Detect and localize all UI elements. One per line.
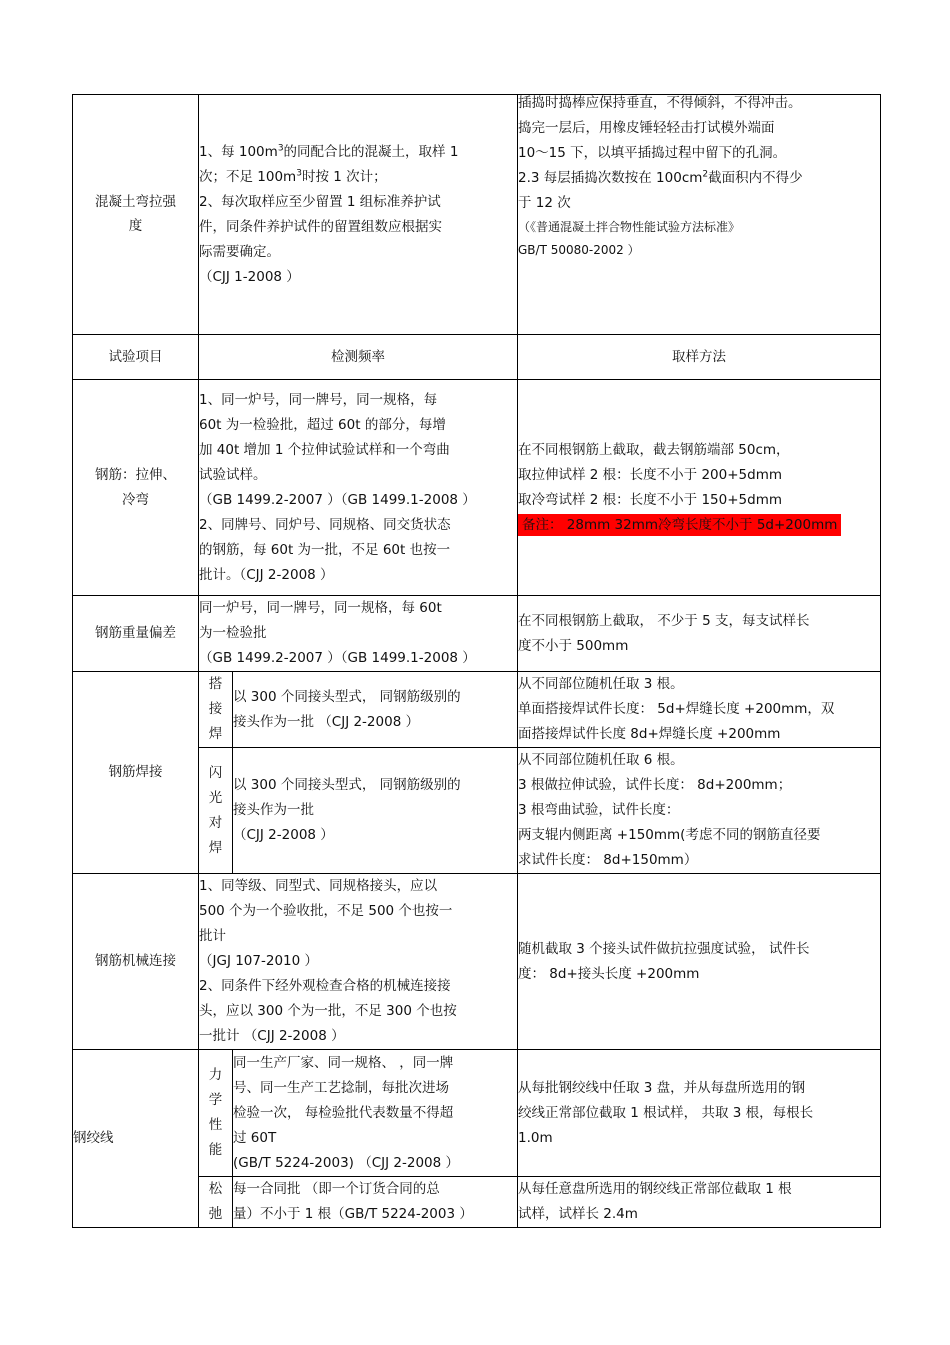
text-line: 60t 为一检验批，超过 60t 的部分，每增 xyxy=(199,416,446,433)
text-line: 头，应以 300 个为一批，不足 300 个也按 xyxy=(199,1003,457,1019)
text-line: 松 xyxy=(208,1181,223,1197)
text-line: 加 40t 增加 1 个拉伸试验试样和一个弯曲 xyxy=(199,441,450,458)
table-header xyxy=(73,335,881,380)
sub-item-cell xyxy=(199,1050,233,1177)
text-line xyxy=(518,116,880,141)
freq-cell xyxy=(199,596,518,672)
text-line: 以 300 个同接头型式， 同钢筋级别的 xyxy=(233,688,461,705)
text-segment: 10～15 下，以填平插捣过程中留下的孔洞。 xyxy=(518,145,787,161)
table-row-rebar-tensile xyxy=(73,380,881,596)
item-cell xyxy=(73,596,199,672)
text-line: (GB/T 5224-2003) （CJJ 2-2008 ） xyxy=(233,1154,460,1171)
text-line xyxy=(199,190,517,215)
text-line: 光 xyxy=(208,789,223,806)
freq-cell xyxy=(233,748,518,874)
text-line xyxy=(199,140,517,165)
text-line: 批计。（CJJ 2-2008 ） xyxy=(199,566,334,583)
text-line: 力 xyxy=(208,1067,223,1083)
reference-line: （《普通混凝土拌合物性能试验方法标准》 xyxy=(518,220,741,234)
text-line: 取冷弯试样 2 根：长度不小于 150+5dmm xyxy=(518,491,783,508)
text-line: 检验一次， 每检验批代表数量不得超 xyxy=(233,1104,454,1121)
text-line: 学 xyxy=(208,1092,223,1108)
test-table xyxy=(72,94,881,1228)
method-cell xyxy=(518,596,881,672)
text-segment: 于 12 次 xyxy=(518,195,571,211)
text-line: 批计 xyxy=(199,928,226,944)
text-line: 在不同根钢筋上截取， 不少于 5 支，每支试样长 xyxy=(518,612,810,629)
text-line xyxy=(199,265,517,290)
item-label: 钢筋机械连接 xyxy=(95,953,176,969)
text-line: 试验试样。 xyxy=(199,466,267,483)
text-line: 闪 xyxy=(208,764,223,781)
table-row-concrete xyxy=(73,95,881,335)
text-line: 从每批钢绞线中任取 3 盘，并从每盘所选用的钢 xyxy=(518,1079,806,1096)
text-line: 弛 xyxy=(208,1206,223,1222)
text-line: 同一炉号，同一牌号，同一规格，每 60t xyxy=(199,600,442,616)
text-segment: 插捣时捣棒应保持垂直，不得倾斜，不得冲击。 xyxy=(518,95,802,111)
text-line: （CJJ 2-2008 ） xyxy=(233,827,334,843)
table-row-rebar-mech xyxy=(73,874,881,1050)
text-line: 绞线正常部位截取 1 根试样， 共取 3 根，每根长 xyxy=(518,1104,814,1121)
method-cell xyxy=(518,1177,881,1228)
text-line: 试样，试样长 2.4m xyxy=(518,1206,638,1222)
item-cell xyxy=(73,672,199,874)
text-segment: 时按 1 次计； xyxy=(301,168,387,185)
item-label: 钢筋焊接 xyxy=(108,764,163,780)
text-line: 以 300 个同接头型式， 同钢筋级别的 xyxy=(233,777,461,793)
text-line xyxy=(518,91,880,116)
reference-line: GB/T 50080-2002 ） xyxy=(518,243,640,257)
text-line: 在不同根钢筋上截取，截去钢筋端部 50cm， xyxy=(518,441,790,458)
text-line: 随机截取 3 个接头试件做抗拉强度试验， 试件长 xyxy=(518,940,810,957)
text-line: 3 根做拉伸试验，试件长度： 8d+200mm； xyxy=(518,777,792,793)
text-line: 一批计 （CJJ 2-2008 ） xyxy=(199,1028,345,1044)
text-line: 2、同条件下经外观检查合格的机械连接接 xyxy=(199,978,451,994)
method-cell xyxy=(518,874,881,1050)
text-segment: 1、每 100m xyxy=(199,143,278,160)
sub-item-cell xyxy=(199,1177,233,1228)
text-line: 3 根弯曲试验，试件长度： xyxy=(518,802,680,818)
text-segment: 2、每次取样应至少留置 1 组标准养护试 xyxy=(199,193,441,210)
text-line xyxy=(518,141,880,166)
text-line: 性 xyxy=(208,1117,223,1133)
freq-cell xyxy=(233,672,518,748)
text-line: 量）不小于 1 根（GB/T 5224-2003 ） xyxy=(233,1206,473,1222)
freq-cell xyxy=(233,1050,518,1177)
item-label: 钢筋：拉伸、 xyxy=(95,466,176,483)
text-line: 焊 xyxy=(208,839,223,856)
text-line: 取拉伸试样 2 根：长度不小于 200+5dmm xyxy=(518,466,783,483)
freq-cell xyxy=(199,874,518,1050)
text-line: 对 xyxy=(208,814,223,831)
text-segment: 捣完一层后，用橡皮锤轻轻击打试模外端面 xyxy=(518,120,775,136)
text-line: 单面搭接焊试件长度： 5d+焊缝长度 +200mm，双 xyxy=(518,701,835,717)
text-line: 从不同部位随机任取 6 根。 xyxy=(518,752,684,768)
item-label: 冷弯 xyxy=(122,491,149,508)
table-row-rebar-weight xyxy=(73,596,881,672)
freq-cell xyxy=(199,380,518,596)
text-line: 接 xyxy=(208,701,223,717)
method-cell xyxy=(518,1050,881,1177)
text-line: 同一生产厂家、同一规格、 ，同一牌 xyxy=(233,1054,454,1071)
text-line: 为一检验批 xyxy=(199,625,267,641)
text-line: 从不同部位随机任取 3 根。 xyxy=(518,676,684,692)
freq-cell xyxy=(233,1177,518,1228)
text-segment: 2.3 每层插捣次数按在 100cm xyxy=(518,170,703,186)
superscript: 3 xyxy=(277,143,284,153)
note-highlight: 备注： 28mm 32mm冷弯长度不小于 5d+200mm xyxy=(518,514,841,536)
table-row-welding-lap xyxy=(73,672,881,748)
text-line: 能 xyxy=(208,1142,223,1158)
text-line: 接头作为一批 xyxy=(233,802,314,818)
text-segment: 的同配合比的混凝土，取样 1 xyxy=(283,143,459,160)
text-segment: 际需要确定。 xyxy=(199,243,280,260)
item-label: 钢绞线 xyxy=(73,1130,114,1146)
method-cell xyxy=(518,95,881,335)
text-line: 求试件长度： 8d+150mm） xyxy=(518,852,698,868)
text-line xyxy=(518,166,880,191)
sub-item-cell xyxy=(199,748,233,874)
text-line: 搭 xyxy=(208,676,223,692)
table-row-strand-mech xyxy=(73,1050,881,1177)
text-segment: 件，同条件养护试件的留置组数应根据实 xyxy=(199,218,442,235)
text-line: 号、同一生产工艺捻制，每批次进场 xyxy=(233,1079,449,1096)
item-cell xyxy=(73,874,199,1050)
method-cell xyxy=(518,380,881,596)
method-cell xyxy=(518,748,881,874)
item-cell xyxy=(73,380,199,596)
method-cell xyxy=(518,672,881,748)
item-cell xyxy=(73,95,199,335)
text-line xyxy=(199,215,517,240)
superscript: 3 xyxy=(296,168,302,178)
text-line: 500 个为一个验收批，不足 500 个也按一 xyxy=(199,903,453,919)
text-line: 1、同一炉号，同一牌号，同一规格，每 xyxy=(199,391,438,408)
header-freq: 检测频率 xyxy=(199,335,518,380)
text-line xyxy=(199,240,517,265)
text-segment: （CJJ 1-2008 ） xyxy=(199,268,300,285)
text-line: 面搭接焊试件长度 8d+焊缝长度 +200mm xyxy=(518,726,781,742)
text-line: （JGJ 107-2010 ） xyxy=(199,953,319,969)
text-line xyxy=(518,191,880,216)
item-label: 钢筋重量偏差 xyxy=(95,625,176,641)
freq-cell xyxy=(199,95,518,335)
text-line: 每一合同批 （即一个订货合同的总 xyxy=(233,1181,440,1197)
text-line: 的钢筋，每 60t 为一批，不足 60t 也按一 xyxy=(199,541,451,558)
item-label: 混凝土弯拉强度 xyxy=(95,194,176,234)
text-segment: 截面积内不得少 xyxy=(708,170,803,186)
text-line: 度不小于 500mm xyxy=(518,637,629,654)
text-line: 两支辊内侧距离 +150mm(考虑不同的钢筋直径要 xyxy=(518,827,821,843)
header-item: 试验项目 xyxy=(73,335,199,380)
superscript: 2 xyxy=(702,169,709,180)
text-line: 焊 xyxy=(208,726,223,742)
text-line: 度： 8d+接头长度 +200mm xyxy=(518,965,700,982)
header-method: 取样方法 xyxy=(518,335,881,380)
text-line: 接头作为一批 （CJJ 2-2008 ） xyxy=(233,713,420,730)
text-line: 1.0m xyxy=(518,1129,553,1146)
text-line: 1、同等级、同型式、同规格接头，应以 xyxy=(199,878,438,894)
text-line: （GB 1499.2-2007 ）（GB 1499.1-2008 ） xyxy=(199,650,476,666)
item-cell xyxy=(73,1050,199,1228)
text-segment: 次；不足 100m xyxy=(199,168,297,185)
text-line: 2、同牌号、同炉号、同规格、同交货状态 xyxy=(199,516,451,533)
text-line: 从每任意盘所选用的钢绞线正常部位截取 1 根 xyxy=(518,1181,792,1197)
text-line: 过 60T xyxy=(233,1129,277,1146)
sub-item-cell xyxy=(199,672,233,748)
text-line xyxy=(199,165,517,190)
text-line: （GB 1499.2-2007 ）（GB 1499.1-2008 ） xyxy=(199,491,476,508)
